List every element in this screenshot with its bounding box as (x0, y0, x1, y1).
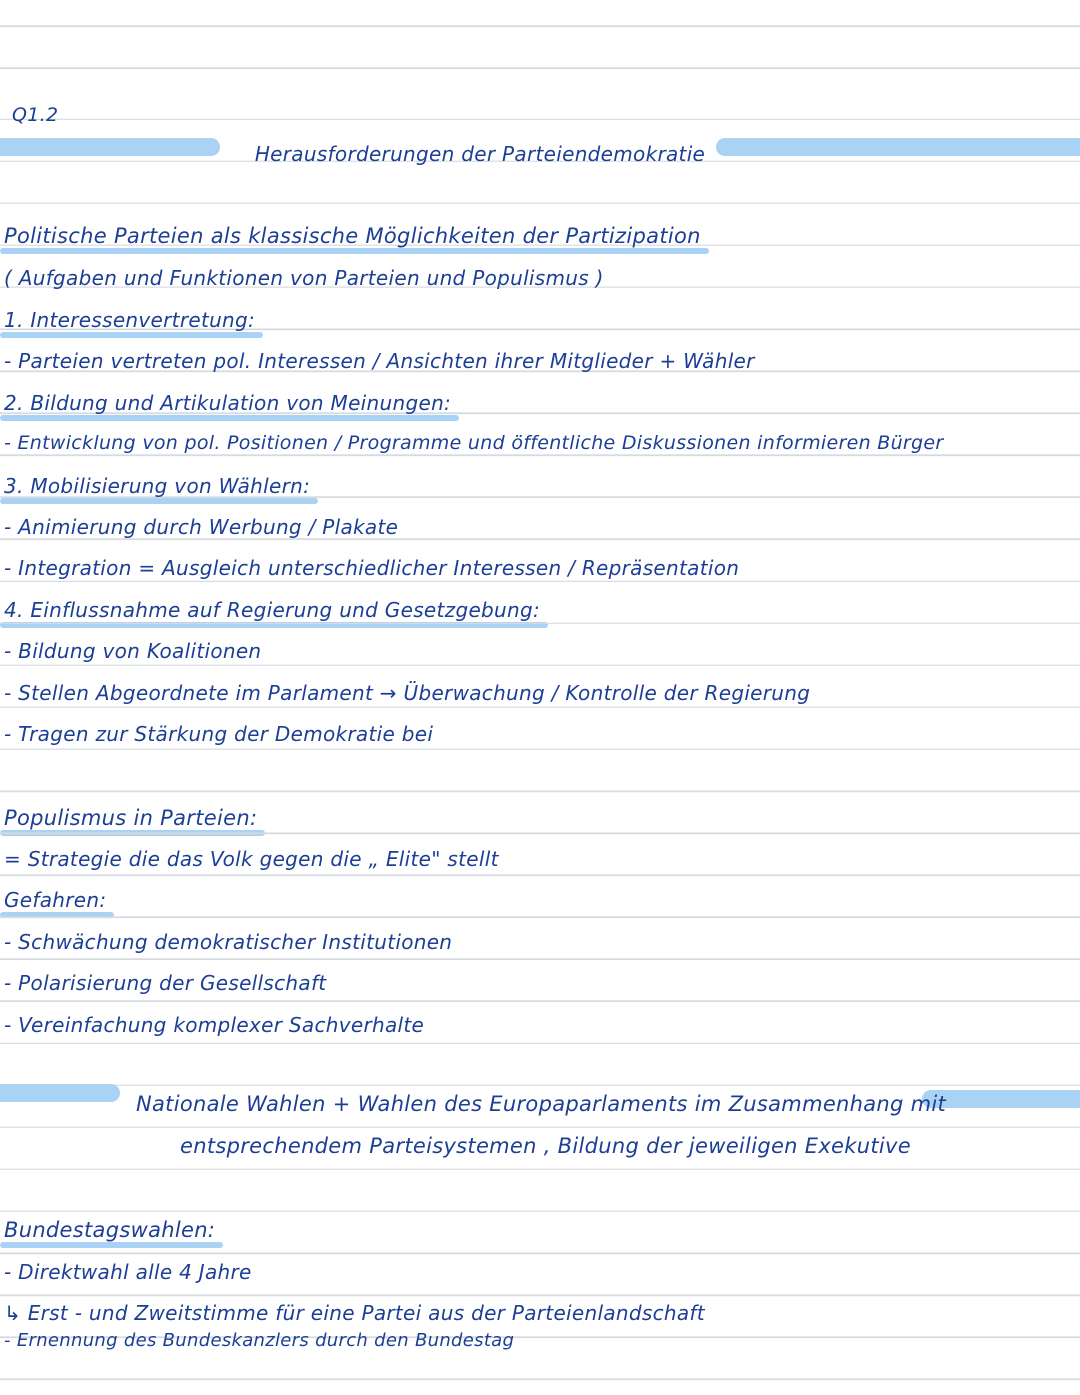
item4-text2: - Stellen Abgeordnete im Parlament → Überwachung / Kontrolle der Regierung (4, 681, 811, 705)
section1-heading-text: Politische Parteien als klassische Möglichkeiten der Partizipation (4, 224, 701, 248)
item2-title (4, 391, 451, 415)
page-title: Herausforderungen der Parteiendemokratie (254, 142, 706, 166)
item3-title (4, 474, 310, 498)
item4-text1: - Bildung von Koalitionen (4, 639, 262, 663)
dangers-title-text: Gefahren: (4, 888, 107, 912)
section2-heading (4, 806, 257, 830)
danger-item: - Schwächung demokratischer Institutionen (4, 930, 453, 954)
item4-title (4, 598, 540, 622)
item4-title-text: 4. Einflussnahme auf Regierung und Gesetzgebung: (4, 598, 541, 622)
item3-text2: - Integration = Ausgleich unterschiedlicher Interessen / Repräsentation (4, 556, 740, 580)
item3-text1: - Animierung durch Werbung / Plakate (4, 515, 399, 539)
course-code: Q1.2 (12, 104, 59, 126)
item1-title-text: 1. Interessenvertretung: (4, 308, 256, 332)
item1-title (4, 308, 255, 332)
section3-heading-text: Bundestagswahlen: (4, 1218, 216, 1242)
danger-item: - Polarisierung der Gesellschaft (4, 971, 327, 995)
item2-text: - Entwicklung von pol. Positionen / Programme und öffentliche Diskussionen informieren Bürger (4, 432, 944, 454)
section3-line3: - Ernennung des Bundeskanzlers durch den Bundestag (4, 1330, 515, 1351)
item4-text3: - Tragen zur Stärkung der Demokratie bei (4, 722, 434, 746)
section3-title-line1: Nationale Wahlen + Wahlen des Europaparlaments im Zusammenhang mit (136, 1092, 947, 1116)
section3-title-line2: entsprechendem Parteisystemen , Bildung der jeweiligen Exekutive (180, 1134, 911, 1158)
section3-bar-left (0, 1084, 120, 1102)
item3-title-text: 3. Mobilisierung von Wählern: (4, 474, 311, 498)
section2-heading-text: Populismus in Parteien: (4, 806, 258, 830)
populism-definition: = Strategie die das Volk gegen die „ Elite" stellt (4, 847, 499, 871)
section1-heading (4, 224, 701, 248)
section3-line2: ↳ Erst - und Zweitstimme für eine Partei aus der Parteienlandschaft (4, 1301, 705, 1325)
item1-text: - Parteien vertreten pol. Interessen / Ansichten ihrer Mitglieder + Wähler (4, 349, 755, 373)
item2-title-text: 2. Bildung und Artikulation von Meinungen: (4, 391, 452, 415)
section3-heading (4, 1218, 215, 1242)
dangers-title (4, 888, 106, 912)
section3-line1: - Direktwahl alle 4 Jahre (4, 1260, 252, 1284)
section1-subheading: ( Aufgaben und Funktionen von Parteien und Populismus ) (4, 266, 604, 290)
danger-item: - Vereinfachung komplexer Sachverhalte (4, 1013, 425, 1037)
